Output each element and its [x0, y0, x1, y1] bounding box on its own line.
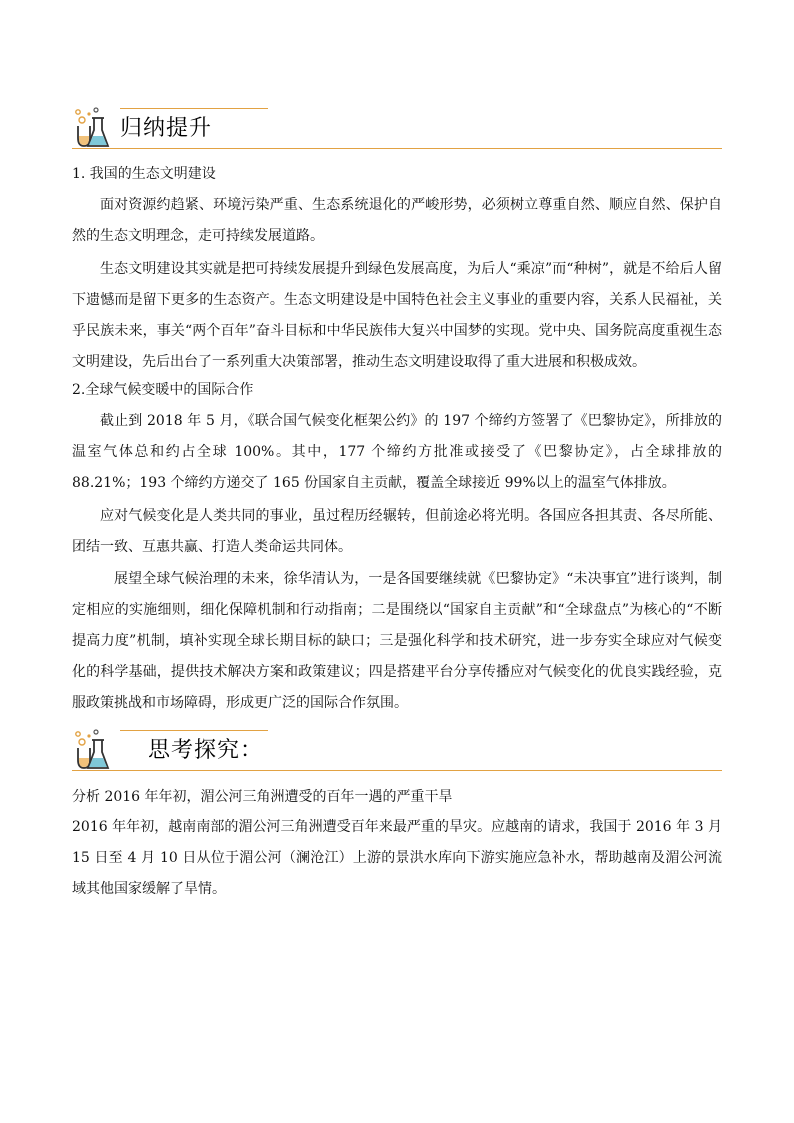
chemistry-flask-icon: [72, 106, 112, 152]
paragraph-5: 展望全球气候治理的未来，徐华清认为，一是各国要继续就《巴黎协定》“未决事宜”进行谈判，制定相应的实施细则，细化保障机制和行动指南；二是围绕以“国家自主贡献”和“全球盘点”为核心的“不断提高力度”机制，填补实现全球长期目标的缺口；三是强化科学和技术研究，进一步夯实全球应对气候变化的科学基础，提供技术解决方案和政策建议；四是搭建平台分享传播应对气候变化的优良实践经验，克服政策挑战和市场障碍，形成更广泛的国际合作氛围。: [72, 571, 722, 711]
section-title: 思考探究：: [148, 738, 264, 763]
paragraph-2: 生态文明建设其实就是把可持续发展提升到绿色发展高度，为后人“乘凉”而“种树”，就是不给后人留下遗憾而是留下更多的生态资产。生态文明建设是中国特色社会主义事业的重要内容，关系人民福祉，关乎民族未来，事关“两个百年”奋斗目标和中华民族伟大复兴中国梦的实现。党中央、国务院高度重视生态文明建设，先后出台了一系列重大决策部署，推动生态文明建设取得了重大进展和积极成效。: [72, 261, 722, 370]
header-bottom-rule: [72, 148, 722, 149]
section-header-think: [72, 728, 722, 774]
paragraph-3: 截止到 2018 年 5 月，《联合国气候变化框架公约》的 197 个缔约方签署了《巴黎协定》，所排放的温室气体总和约占全球 100%。其中，177 个缔约方批准或接受了《巴黎协定》，占全球排放的 88.21%；193 个缔约方递交了 165 份国家自主贡献，覆盖全球接近 99%以上的温室气体排放。: [72, 413, 722, 491]
paragraph-4: 应对气候变化是人类共同的事业，虽过程历经辗转，但前途必将光明。各国应各担其责、各尽所能、团结一致、互惠共赢、打造人类命运共同体。: [72, 508, 722, 555]
header-top-rule: [120, 730, 268, 731]
section-header-summary: [72, 106, 722, 152]
chemistry-flask-icon: [72, 728, 112, 774]
question-paragraph: 2016 年年初，越南南部的湄公河三角洲遭受百年来最严重的旱灾。应越南的请求，我国于 2016 年 3 月 15 日至 4 月 10 日从位于湄公河（澜沧江）上游的景洪水库向下游实施应急补水，帮助越南及湄公河流域其他国家缓解了旱情。: [72, 819, 722, 897]
heading-climate-cooperation: 2.全球气候变暖中的国际合作: [72, 382, 254, 398]
question-heading: 分析 2016 年年初，湄公河三角洲遭受的百年一遇的严重干旱: [72, 789, 453, 805]
heading-eco-civilization: 1. 我国的生态文明建设: [72, 166, 216, 182]
header-top-rule: [120, 108, 268, 109]
header-bottom-rule: [72, 770, 722, 771]
section-title: 归纳提升: [120, 116, 213, 141]
paragraph-1: 面对资源约趋紧、环境污染严重、生态系统退化的严峻形势，必须树立尊重自然、顺应自然、保护自然的生态文明理念，走可持续发展道路。: [72, 197, 722, 244]
